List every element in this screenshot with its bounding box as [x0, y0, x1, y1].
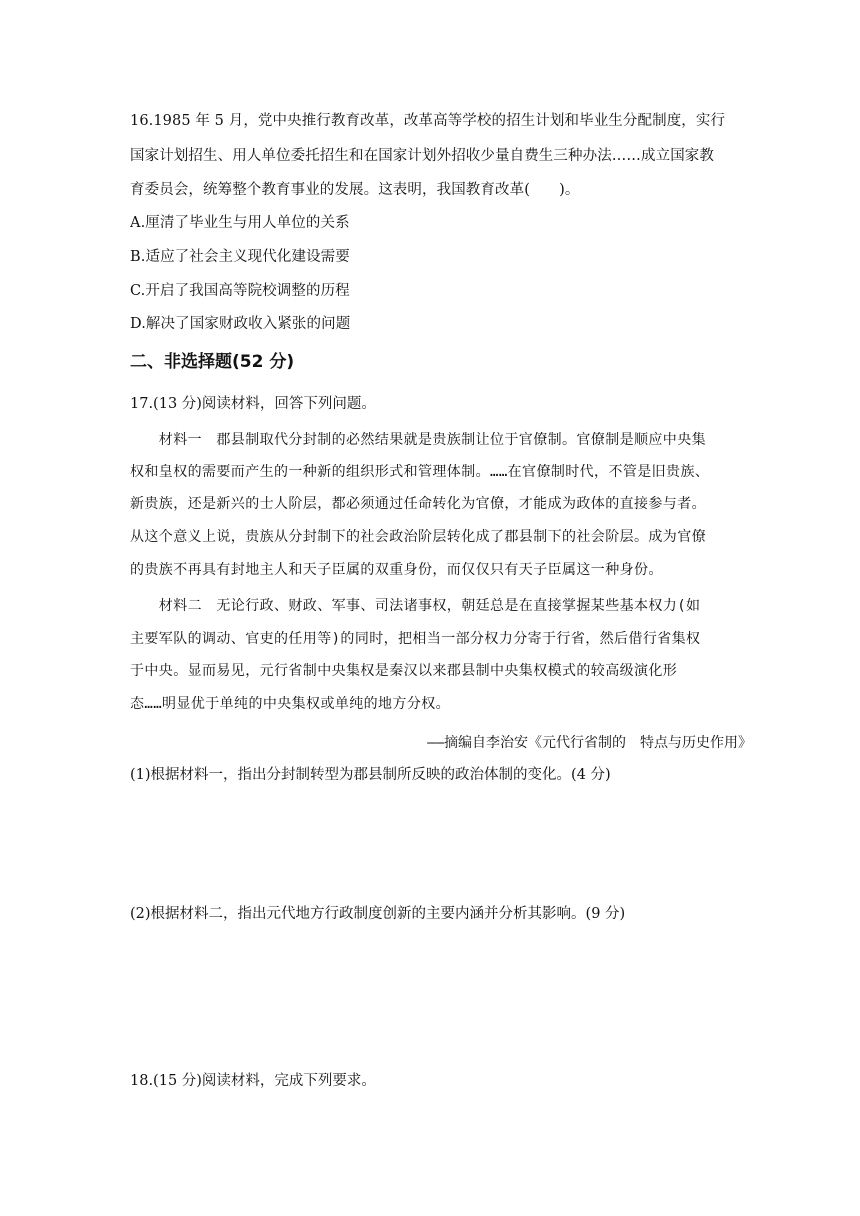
- q16-option-c: C.开启了我国高等院校调整的历程: [130, 283, 350, 299]
- q16-option-d: D.解决了国家财政收入紧张的问题: [130, 316, 351, 332]
- q16-stem-line-1: 16.1985 年 5 月，党中央推行教育改革，改革高等学校的招生计划和毕业生分配制度，实行: [130, 113, 726, 129]
- section-2-heading: 二、非选择题(52 分): [130, 352, 295, 372]
- q17-intro: 17.(13 分)阅读材料，回答下列问题。: [130, 396, 376, 412]
- material-1-line-5: 的贵族不再具有封地主人和天子臣属的双重身份，而仅仅只有天子臣属这一种身份。: [130, 562, 663, 578]
- material-1-line-2: 权和皇权的需要而产生的一种新的组织形式和管理体制。……在官僚制时代，不管是旧贵族、: [130, 464, 710, 480]
- q16-option-a: A.厘清了毕业生与用人单位的关系: [130, 215, 350, 231]
- q16-stem-line-2: 国家计划招生、用人单位委托招生和在国家计划外招收少量自费生三种办法……成立国家教: [130, 148, 714, 164]
- q16-stem-line-3: 育委员会，统筹整个教育事业的发展。这表明，我国教育改革( )。: [130, 182, 580, 198]
- material-1-line-1: 材料一 郡县制取代分封制的必然结果就是贵族制让位于官僚制。官僚制是顺应中央集: [130, 432, 706, 448]
- material-1-line-3: 新贵族，还是新兴的士人阶层，都必须通过任命转化为官僚，才能成为政体的直接参与者。: [130, 496, 706, 512]
- q17-subquestion-1: (1)根据材料一，指出分封制转型为郡县制所反映的政治体制的变化。(4 分): [130, 767, 611, 783]
- q17-subquestion-2: (2)根据材料二，指出元代地方行政制度创新的主要内涵并分析其影响。(9 分): [130, 906, 626, 922]
- material-2-line-4: 态……明显优于单纯的中央集权或单纯的地方分权。: [130, 696, 451, 712]
- q18-intro: 18.(15 分)阅读材料，完成下列要求。: [130, 1073, 376, 1089]
- material-2-line-3: 于中央。显而易见，元行省制中央集权是秦汉以来郡县制中央集权模式的较高级演化形: [130, 663, 678, 679]
- material-2-line-1: 材料二 无论行政、财政、军事、司法诸事权，朝廷总是在直接掌握某些基本权力(如: [130, 598, 701, 614]
- q16-option-b: B.适应了社会主义现代化建设需要: [130, 249, 350, 265]
- material-2-line-2: 主要军队的调动、官吏的任用等)的同时，把相当一部分权力分寄于行省，然后借行省集权: [130, 631, 701, 647]
- material-1-line-4: 从这个意义上说，贵族从分封制下的社会政治阶层转化成了郡县制下的社会阶层。成为官僚: [130, 529, 706, 545]
- material-source-citation: ——摘编自李治安《元代行省制的 特点与历史作用》: [427, 735, 752, 751]
